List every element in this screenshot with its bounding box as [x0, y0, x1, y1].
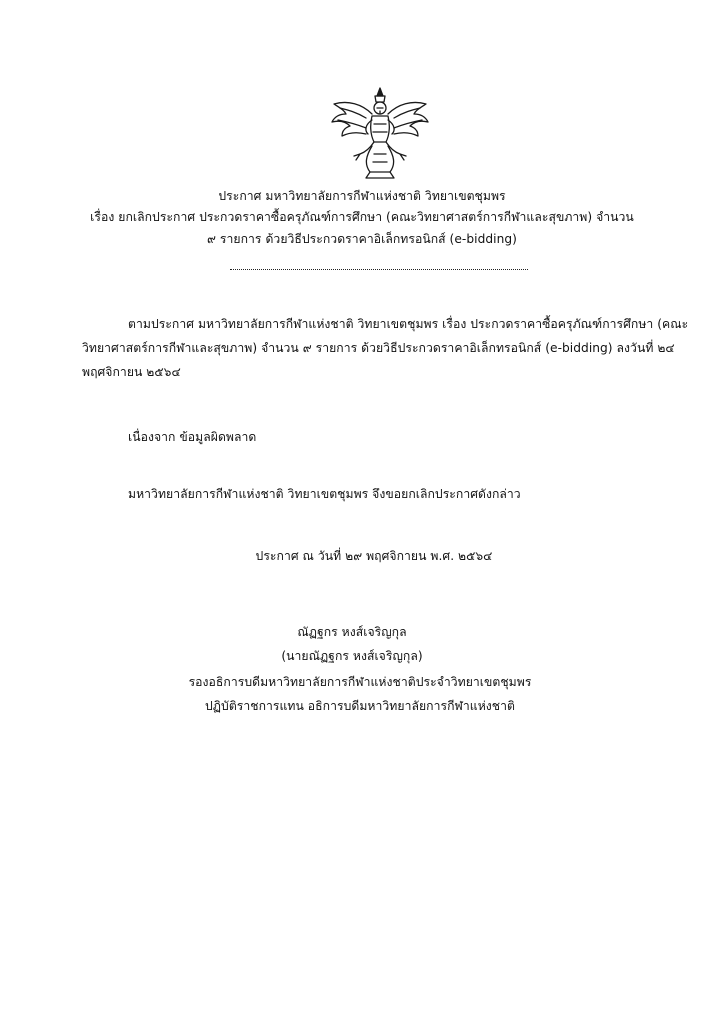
- signature-name: ณัฏฐกร หงส์เจริญกุล: [297, 625, 407, 639]
- garuda-emblem-icon: [326, 84, 434, 180]
- signatory-position-line-1: รองอธิการบดีมหาวิทยาลัยการกีฬาแห่งชาติประจำวิทยาเขตชุมพร: [188, 675, 532, 689]
- paragraph-1-line-1: ตามประกาศ มหาวิทยาลัยการกีฬาแห่งชาติ วิทยาเขตชุมพร เรื่อง ประกวดราคาซื้อครุภัณฑ์การศึกษา (คณะ: [128, 317, 689, 331]
- paragraph-1-line-2: วิทยาศาสตร์การกีฬาและสุขภาพ) จำนวน ๙ รายการ ด้วยวิธีประกวดราคาอิเล็กทรอนิกส์ (e-bidding) ลงวันที่ ๒๔: [82, 341, 675, 355]
- paragraph-1-line-3: พฤศจิกายน ๒๕๖๔: [82, 365, 181, 379]
- announcement-date: ประกาศ ณ วันที่ ๒๙ พฤศจิกายน พ.ศ. ๒๕๖๔: [255, 549, 493, 563]
- signatory-position-line-2: ปฏิบัติราชการแทน อธิการบดีมหาวิทยาลัยการกีฬาแห่งชาติ: [205, 699, 515, 713]
- separator-dotted-line: [230, 267, 528, 270]
- subject-line-2: ๙ รายการ ด้วยวิธีประกวดราคาอิเล็กทรอนิกส์ (e-bidding): [207, 232, 517, 246]
- announcement-heading: ประกาศ มหาวิทยาลัยการกีฬาแห่งชาติ วิทยาเขตชุมพร: [218, 189, 506, 203]
- signatory-full-name: (นายณัฏฐกร หงส์เจริญกุล): [281, 649, 423, 663]
- reason-paragraph: เนื่องจาก ข้อมูลผิดพลาด: [128, 430, 257, 444]
- cancellation-paragraph: มหาวิทยาลัยการกีฬาแห่งชาติ วิทยาเขตชุมพร จึงขอยกเลิกประกาศดังกล่าว: [128, 487, 521, 501]
- subject-line-1: เรื่อง ยกเลิกประกาศ ประกวดราคาซื้อครุภัณฑ์การศึกษา (คณะวิทยาศาสตร์การกีฬาและสุขภาพ) จำนวน: [90, 210, 634, 224]
